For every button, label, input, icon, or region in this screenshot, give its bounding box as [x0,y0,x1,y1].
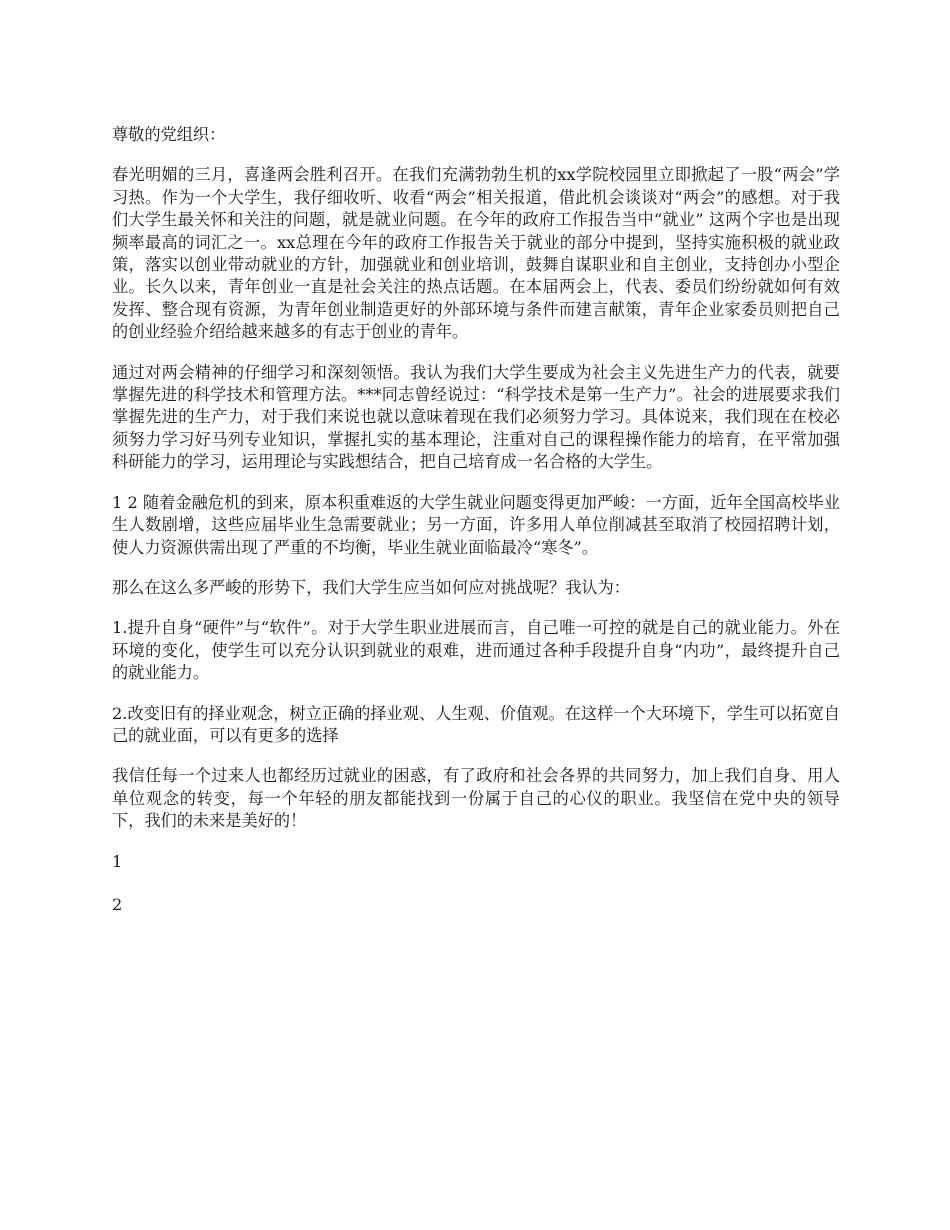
paragraph-point-2: 2.改变旧有的择业观念，树立正确的择业观、人生观、价值观。在这样一个大环境下，学生可以拓宽自己的就业面，可以有更多的选择 [112,703,840,745]
page-number: 1 [112,851,123,871]
paragraph-study: 通过对两会精神的仔细学习和深刻领悟。我认为我们大学生要成为社会主义先进生产力的代表，就要掌握先进的科学技术和管理方法。***同志曾经说过：“科学技术是第一生产力”。社会的进展要求我们掌握先进的生产力，对于我们来说也就以意味着现在我们必须努力学习。具体说来，我们现在在校必须努力学习好马列专业知识，掌握扎实的基本理论，注重对自己的课程操作能力的培育，在平常加强科研能力的学习，运用理论与实践想结合，把自己培育成一名合格的大学生。 [112,362,840,472]
document-body [112,124,840,937]
paragraph-question: 那么在这么多严峻的形势下，我们大学生应当如何应对挑战呢？我认为： [112,577,630,597]
paragraph-financial-crisis: 1 2 随着金融危机的到来，原本积重难返的大学生就业问题变得更加严峻：一方面，近年全国高校毕业生人数剧增，这些应届毕业生急需要就业；另一方面，许多用人单位削减甚至取消了校园招聘计划，使人力资源供需出现了严重的不均衡，毕业生就业面临最冷“寒冬”。 [112,492,840,557]
paragraph-lianghui: 春光明媚的三月，喜逢两会胜利召开。在我们充满勃勃生机的xx学院校园里立即掀起了一股“两会”学习热。作为一个大学生，我仔细收听、收看“两会”相关报道，借此机会谈谈对“两会”的感想。对于我们大学生最关怀和关注的问题，就是就业问题。在今年的政府工作报告当中“就业” 这两个字也是出现频率最高的词汇之一。xx总理在今年的政府工作报告关于就业的部分中提到，坚持实施积极的就业政策，落实以创业带动就业的方针，加强就业和创业培训，鼓舞自谋职业和自主创业，支持创办小型企业。长久以来，青年创业一直是社会关注的热点话题。在本届两会上，代表、委员们纷纷就如何有效发挥、整合现有资源，为青年创业制造更好的外部环境与条件而建言献策，青年企业家委员则把自己的创业经验介绍给越来越多的有志于创业的青年。 [112,165,840,342]
page-number: 2 [112,894,123,914]
paragraph-conclusion: 我信任每一个过来人也都经历过就业的困惑，有了政府和社会各界的共同努力，加上我们自身、用人单位观念的转变，每一个年轻的朋友都能找到一份属于自己的心仪的职业。我坚信在党中央的领导下，我们的未来是美好的！ [112,766,840,831]
paragraph-point-1: 1.提升自身“硬件”与“软件”。对于大学生职业进展而言，自己唯一可控的就是自己的就业能力。外在环境的变化，使学生可以充分认识到就业的艰难，进而通过各种手段提升自身“内功”，最终提升自己的就业能力。 [112,618,840,683]
salutation: 尊敬的党组织： [112,125,226,144]
